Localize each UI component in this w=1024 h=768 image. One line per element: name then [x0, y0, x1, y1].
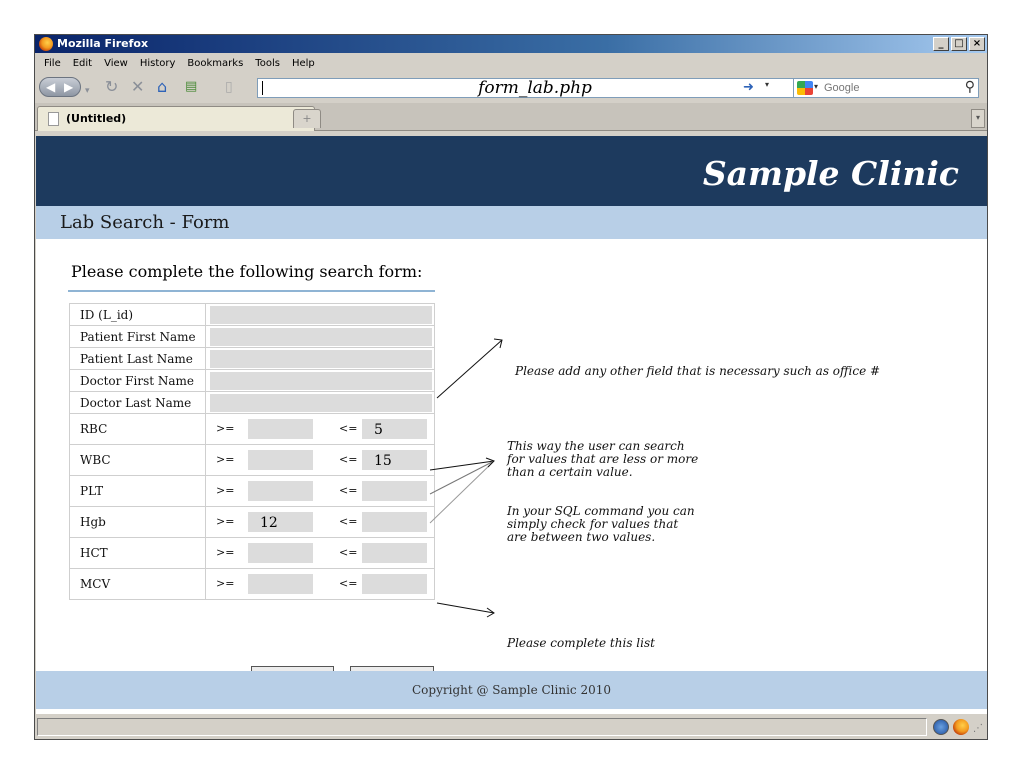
tab-label: (Untitled): [66, 112, 127, 125]
sync-status-icon[interactable]: [933, 719, 949, 735]
rbc-max-input[interactable]: 5: [362, 419, 427, 439]
le-label: <=: [339, 484, 358, 497]
title-bar: [35, 35, 987, 53]
site-header: [36, 136, 987, 206]
le-label: <=: [339, 453, 358, 466]
reload-icon[interactable]: ↻: [105, 77, 119, 96]
menu-help[interactable]: Help: [291, 57, 315, 69]
window-title: Mozilla Firefox: [57, 37, 149, 50]
bookmark-add-icon[interactable]: ▤: [185, 79, 198, 94]
doctor-first-name-input[interactable]: [210, 372, 432, 390]
table-row: [70, 348, 435, 370]
le-label: <=: [339, 546, 358, 559]
firefox-logo-icon: [39, 37, 53, 51]
form-intro: Please complete the following search form:: [71, 262, 423, 281]
tab-list-dropdown-icon[interactable]: ▾: [971, 109, 985, 128]
menu-bar: [35, 53, 987, 73]
menu-history[interactable]: History: [139, 57, 176, 69]
browser-window: [34, 34, 988, 740]
field-label: MCV: [70, 569, 206, 600]
note-complete-list: Please complete this list: [507, 636, 655, 650]
page-title: Lab Search - Form: [60, 212, 230, 233]
status-text-field: [37, 718, 927, 736]
lab-search-table: [69, 303, 435, 600]
hct-min-input[interactable]: [248, 543, 313, 563]
field-label: Patient Last Name: [70, 348, 206, 370]
maximize-button[interactable]: □: [951, 37, 967, 51]
plt-max-input[interactable]: [362, 481, 427, 501]
ge-label: >=: [216, 484, 235, 497]
table-row: [70, 569, 435, 600]
doctor-last-name-input[interactable]: [210, 394, 432, 412]
history-dropdown-icon[interactable]: ▾: [85, 86, 90, 96]
table-row: [70, 476, 435, 507]
field-label: ID (L_id): [70, 304, 206, 326]
wbc-max-input[interactable]: 15: [362, 450, 427, 470]
home-icon[interactable]: ⌂: [157, 77, 168, 96]
arrow-line: [430, 461, 494, 470]
ge-label: >=: [216, 453, 235, 466]
menu-edit[interactable]: Edit: [72, 57, 93, 69]
table-row: [70, 304, 435, 326]
site-title: Sample Clinic: [702, 154, 959, 193]
arrow-line: [437, 603, 494, 613]
ge-label: >=: [216, 515, 235, 528]
field-label: Doctor Last Name: [70, 392, 206, 414]
arrow-head: [487, 608, 494, 617]
url-text: form_lab.php: [478, 78, 592, 98]
search-box[interactable]: [793, 78, 979, 98]
url-dropdown-icon[interactable]: ▾: [765, 80, 770, 89]
table-row: [70, 445, 435, 476]
page-subheader: [36, 206, 987, 239]
id-input[interactable]: [210, 306, 432, 324]
hgb-min-input[interactable]: 12: [248, 512, 313, 532]
back-button[interactable]: ◀: [46, 80, 56, 94]
field-label: PLT: [70, 476, 206, 507]
copyright-text: Copyright @ Sample Clinic 2010: [412, 683, 611, 697]
table-row: [70, 507, 435, 538]
ge-label: >=: [216, 577, 235, 590]
page-content: [36, 136, 987, 714]
menu-view[interactable]: View: [104, 57, 128, 69]
arrow-line: [430, 461, 494, 494]
intro-divider: [68, 290, 435, 292]
field-label: Patient First Name: [70, 326, 206, 348]
arrow-line: [430, 461, 494, 523]
table-row: [70, 370, 435, 392]
hct-max-input[interactable]: [362, 543, 427, 563]
google-search-engine-icon[interactable]: [797, 81, 813, 95]
back-forward-group: [39, 77, 81, 97]
go-arrow-icon[interactable]: ➜: [743, 80, 754, 95]
le-label: <=: [339, 577, 358, 590]
menu-file[interactable]: File: [44, 57, 61, 69]
le-label: <=: [339, 515, 358, 528]
patient-last-name-input[interactable]: [210, 350, 432, 368]
tab-strip: [35, 103, 987, 131]
field-label: HCT: [70, 538, 206, 569]
status-bar: [35, 715, 987, 739]
minimize-button[interactable]: _: [933, 37, 949, 51]
rbc-min-input[interactable]: [248, 419, 313, 439]
table-row: [70, 392, 435, 414]
le-label: <=: [339, 422, 358, 435]
note-range-help: This way the user can search for values that are less or more than a certain value.: [507, 439, 699, 479]
site-footer: [36, 671, 987, 709]
note-sql-help: In your SQL command you can simply check for values that are between two values.: [507, 504, 695, 544]
close-button[interactable]: ×: [969, 37, 985, 51]
firefox-status-icon[interactable]: [953, 719, 969, 735]
plt-min-input[interactable]: [248, 481, 313, 501]
field-label: WBC: [70, 445, 206, 476]
navigation-toolbar: [35, 73, 987, 103]
search-engine-dropdown-icon[interactable]: ▾: [814, 82, 819, 91]
menu-bookmarks[interactable]: Bookmarks: [187, 57, 244, 69]
search-placeholder: Google: [824, 82, 860, 94]
patient-first-name-input[interactable]: [210, 328, 432, 346]
address-bar[interactable]: [257, 78, 811, 98]
search-magnifier-icon[interactable]: ⚲: [964, 79, 975, 95]
wbc-min-input[interactable]: [248, 450, 313, 470]
note-other-fields: Please add any other field that is necessary such as office #: [515, 364, 881, 378]
resize-grip-icon[interactable]: ⋰: [973, 723, 983, 734]
tab-untitled[interactable]: [37, 106, 315, 131]
forward-button[interactable]: ▶: [64, 80, 74, 94]
arrow-head: [494, 339, 502, 348]
ge-label: >=: [216, 546, 235, 559]
table-row: [70, 414, 435, 445]
mcv-max-input[interactable]: [362, 574, 427, 594]
table-row: [70, 538, 435, 569]
ge-label: >=: [216, 422, 235, 435]
hgb-max-input[interactable]: [362, 512, 427, 532]
page-icon: ▯: [225, 79, 233, 95]
field-label: Doctor First Name: [70, 370, 206, 392]
field-label: Hgb: [70, 507, 206, 538]
arrow-head: [486, 458, 494, 467]
menu-tools[interactable]: Tools: [255, 57, 280, 69]
table-row: [70, 326, 435, 348]
field-label: RBC: [70, 414, 206, 445]
mcv-min-input[interactable]: [248, 574, 313, 594]
new-tab-button[interactable]: +: [293, 109, 321, 128]
arrow-line: [437, 340, 502, 398]
stop-icon[interactable]: ✕: [131, 77, 145, 96]
page-icon: [48, 112, 59, 126]
